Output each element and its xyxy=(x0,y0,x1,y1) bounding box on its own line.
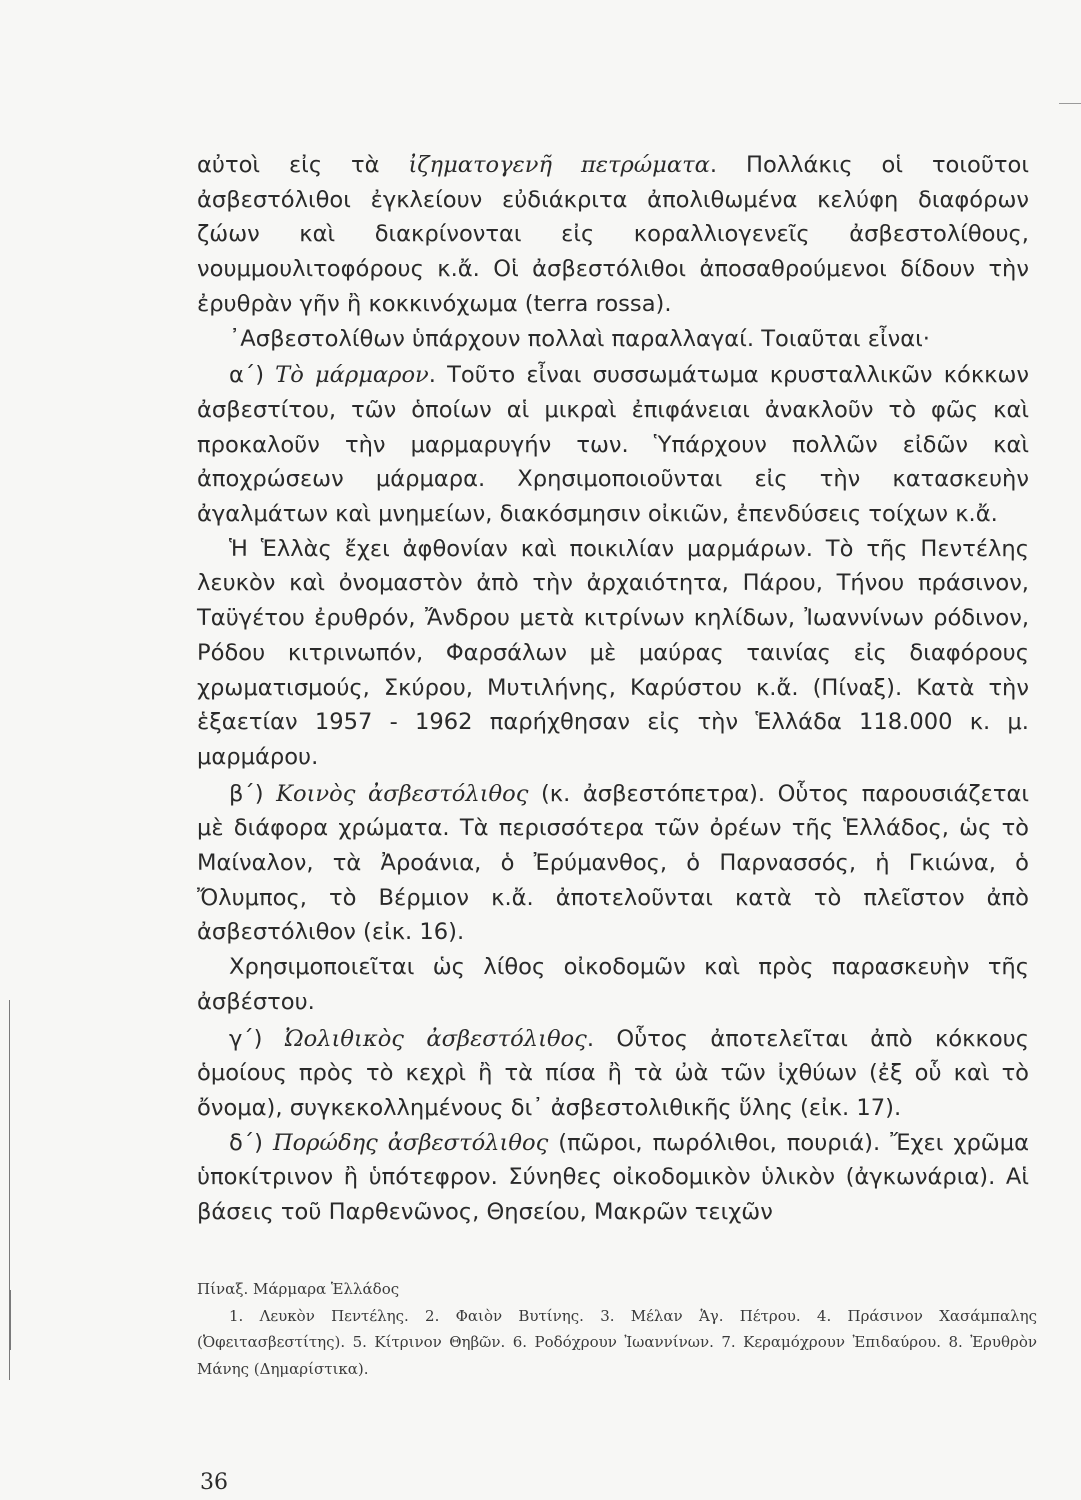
footnote xyxy=(197,1276,1037,1382)
text-run: . Οὗτος ἀποτελεῖται ἀπὸ κόκκους ὁμοίους πρὸς τὸ κεχρὶ ἢ τὰ πίσα ἢ τὰ ὠὰ τῶν ἰχθύων (ἐξ οὗ καὶ τὸ ὄνομα), συγκεκολλημένους δι᾿ ἀσβεστολιθικῆς ὕλης (εἰκ. 17). xyxy=(197,1025,1029,1121)
section-heading: Κοινὸς ἀσβεστόλιθος xyxy=(276,780,529,807)
section-heading: Πορώδης ἀσβεστόλιθος xyxy=(272,1129,549,1156)
section-marble xyxy=(197,358,1029,532)
section-label: α΄) xyxy=(229,362,276,389)
scan-mark xyxy=(1059,103,1081,104)
paragraph-2: ᾿Ασβεστολίθων ὑπάρχουν πολλαὶ παραλλαγαί. Τοιαῦται εἶναι· xyxy=(229,325,930,352)
paragraph-1 xyxy=(197,148,1029,322)
paragraph-6: Χρησιμοποιεῖται ὡς λίθος οἰκοδομῶν καὶ πρὸς παρασκευὴν τῆς ἀσβέστου. xyxy=(197,954,1029,1015)
section-heading: Ὠολιθικὸς ἀσβεστόλιθος xyxy=(284,1025,587,1052)
text-run: αὐτοὶ εἰς τὰ xyxy=(197,152,409,178)
paragraph-4: Ἡ Ἑλλὰς ἔχει ἀφθονίαν καὶ ποικιλίαν μαρμάρων. Τὸ τῆς Πεντέλης λευκὸν καὶ ὀνομαστὸν ἀπὸ τὴν ἀρχαιότητα, Πάρου, Τήνου πράσινον, Ταϋγέτου ἐρυθρόν, Ἄνδρου μετὰ κιτρίνων κηλίδων, Ἰωαννίνων ρόδινον, Ρόδου κιτρινωπόν, Φαρσάλων μὲ μαύρας ταινίας εἰς διαφόρους χρωματισμούς, Σκύρου, Μυτιλήνης, Καρύστου κ.ἄ. (Πίναξ). Κατὰ τὴν ἑξαετίαν 1957 - 1962 παρήχθησαν εἰς τὴν Ἑλλάδα 118.000 κ. μ. μαρμάρου. xyxy=(197,535,1029,770)
section-heading: Τὸ μάρμαρον xyxy=(275,362,429,389)
italic-term: ἰζηματογενῆ πετρώματα xyxy=(408,152,710,178)
footnote-items: 1. Λευκὸν Πεντέλης. 2. Φαιὸν Βυτίνης. 3. Μέλαν Ἁγ. Πέτρου. 4. Πράσινον Χασάμπαλης (Ὀφειτασβεστίτης). 5. Κίτρινον Θηβῶν. 6. Ροδόχρουν Ἰωαννίνων. 7. Κεραμόχρουν Ἐπιδαύρου. 8. Ἐρυθρὸν Μάνης (Δημαρίστικα). xyxy=(197,1306,1037,1378)
page-number: 36 xyxy=(200,1470,228,1495)
footnote-title: Πίναξ. Μάρμαρα Ἑλλάδος xyxy=(197,1280,400,1298)
margin-line-lower xyxy=(10,1290,11,1350)
section-label: γ΄) xyxy=(229,1025,285,1052)
text-run: (πῶροι, πωρόλιθοι, πουριά). Ἔχει χρῶμα ὑποκίτρινον ἢ ὑπότεφρον. Σύνηθες οἰκοδομικὸν ὑλικὸν (ἀγκωνάρια). Αἱ βάσεις τοῦ Παρθενῶνος, Θησείου, Μακρῶν τειχῶν xyxy=(197,1129,1030,1226)
body-text xyxy=(197,148,1029,1230)
text-run: . Πολλάκις οἱ τοιοῦτοι ἀσβεστόλιθοι ἐγκλείουν εὐδιάκριτα ἀπολιθωμένα κελύφη διαφόρων ζώων καὶ διακρίνονται εἰς κοραλλιογενεῖς ἀσβεστολίθους, νουμμουλιτοφόρους κ.ἄ. Οἱ ἀσβεστόλιθοι ἀποσαθρούμενοι δίδουν τὴν ἐρυθρὰν γῆν ἢ κοκκινόχωμα (terra rossa). xyxy=(197,152,1029,317)
section-label: β΄) xyxy=(229,780,277,807)
section-oolitic-limestone xyxy=(197,1022,1029,1126)
section-label: δ΄) xyxy=(229,1129,273,1156)
text-run: (κ. ἀσβεστόπετρα). Οὗτος παρουσιάζεται μὲ διάφορα χρώματα. Τὰ περισσότερα τῶν ὀρέων τῆς Ἑλλάδος, ὡς τὸ Μαίναλον, τὰ Ἀροάνια, ὁ Ἐρύμανθος, ὁ Παρνασσός, ἡ Γκιώνα, ὁ Ὄλυμπος, τὸ Βέρμιον κ.ἄ. ἀποτελοῦνται κατὰ τὸ πλεῖστον ἀπὸ ἀσβεστόλιθον (εἰκ. 16). xyxy=(197,780,1029,946)
text-run: . Τοῦτο εἶναι συσσωμάτωμα κρυσταλλικῶν κόκκων ἀσβεστίτου, τῶν ὁποίων αἱ μικραὶ ἐπιφάνειαι ἀνακλοῦν τὸ φῶς καὶ προκαλοῦν τὴν μαρμαρυγήν των. Ὑπάρχουν πολλῶν εἰδῶν καὶ ἀποχρώσεων μάρμαρα. Χρησιμοποιοῦνται εἰς τὴν κατασκευὴν ἀγαλμάτων καὶ μνημείων, διακόσμησιν οἰκιῶν, ἐπενδύσεις τοίχων κ.ἄ. xyxy=(197,362,1030,528)
section-common-limestone xyxy=(197,777,1029,951)
section-porous-limestone xyxy=(197,1126,1029,1230)
